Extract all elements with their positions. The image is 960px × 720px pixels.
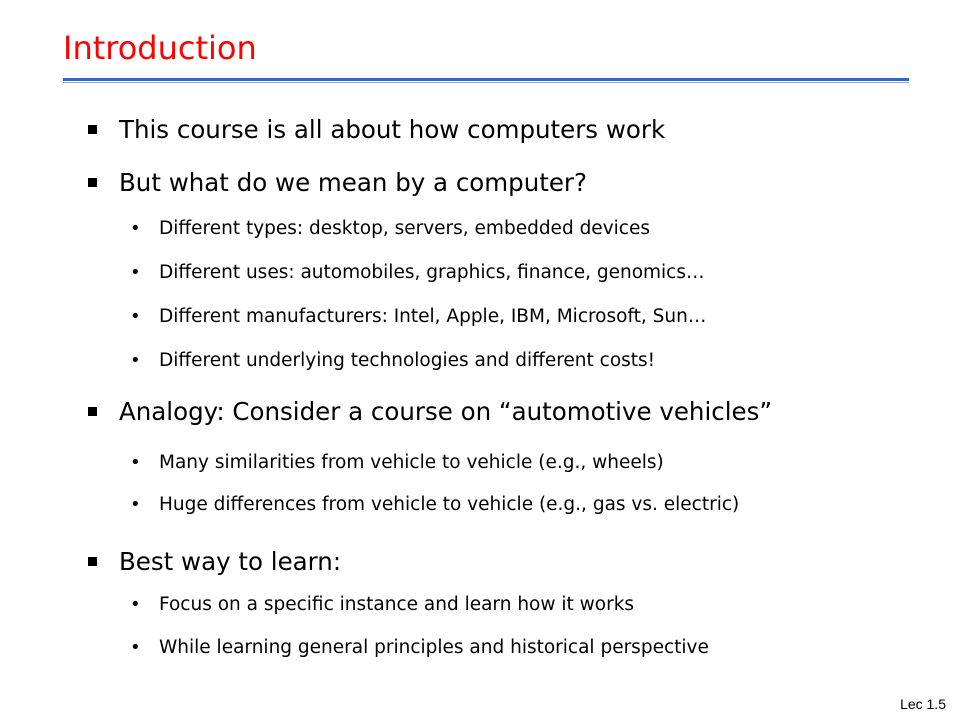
dot-bullet-icon: • (130, 350, 141, 371)
sub-bullet-text: While learning general principles and historical perspective (159, 637, 709, 658)
square-bullet-icon (88, 407, 97, 416)
square-bullet-icon (88, 178, 97, 187)
sub-bullet-text: Different types: desktop, servers, embedded devices (159, 218, 650, 239)
title-divider-shadow (63, 82, 909, 83)
dot-bullet-icon: • (130, 494, 141, 515)
square-bullet-icon (88, 125, 97, 134)
bullet-text: This course is all about how computers work (119, 115, 666, 144)
dot-bullet-icon: • (130, 637, 141, 658)
square-bullet-icon (88, 557, 97, 566)
dot-bullet-icon: • (130, 306, 141, 327)
sub-bullet-text: Different underlying technologies and different costs! (159, 350, 656, 371)
sub-bullet-text: Huge differences from vehicle to vehicle (e.g., gas vs. electric) (159, 494, 740, 515)
dot-bullet-icon: • (130, 262, 141, 283)
dot-bullet-icon: • (130, 594, 141, 615)
bullet-text: Best way to learn: (119, 547, 342, 576)
slide-number: Lec 1.5 (900, 696, 946, 712)
sub-bullet-text: Different manufacturers: Intel, Apple, IBM, Microsoft, Sun… (159, 306, 707, 327)
bullet-text: But what do we mean by a computer? (119, 168, 588, 197)
sub-bullet-text: Different uses: automobiles, graphics, finance, genomics… (159, 262, 705, 283)
sub-bullet-text: Many similarities from vehicle to vehicle (e.g., wheels) (159, 452, 664, 473)
title-divider (63, 78, 909, 81)
bullet-text: Analogy: Consider a course on “automotive vehicles” (119, 397, 773, 426)
dot-bullet-icon: • (130, 452, 141, 473)
sub-bullet-text: Focus on a specific instance and learn how it works (159, 594, 635, 615)
slide-title: Introduction (63, 29, 257, 67)
dot-bullet-icon: • (130, 218, 141, 239)
